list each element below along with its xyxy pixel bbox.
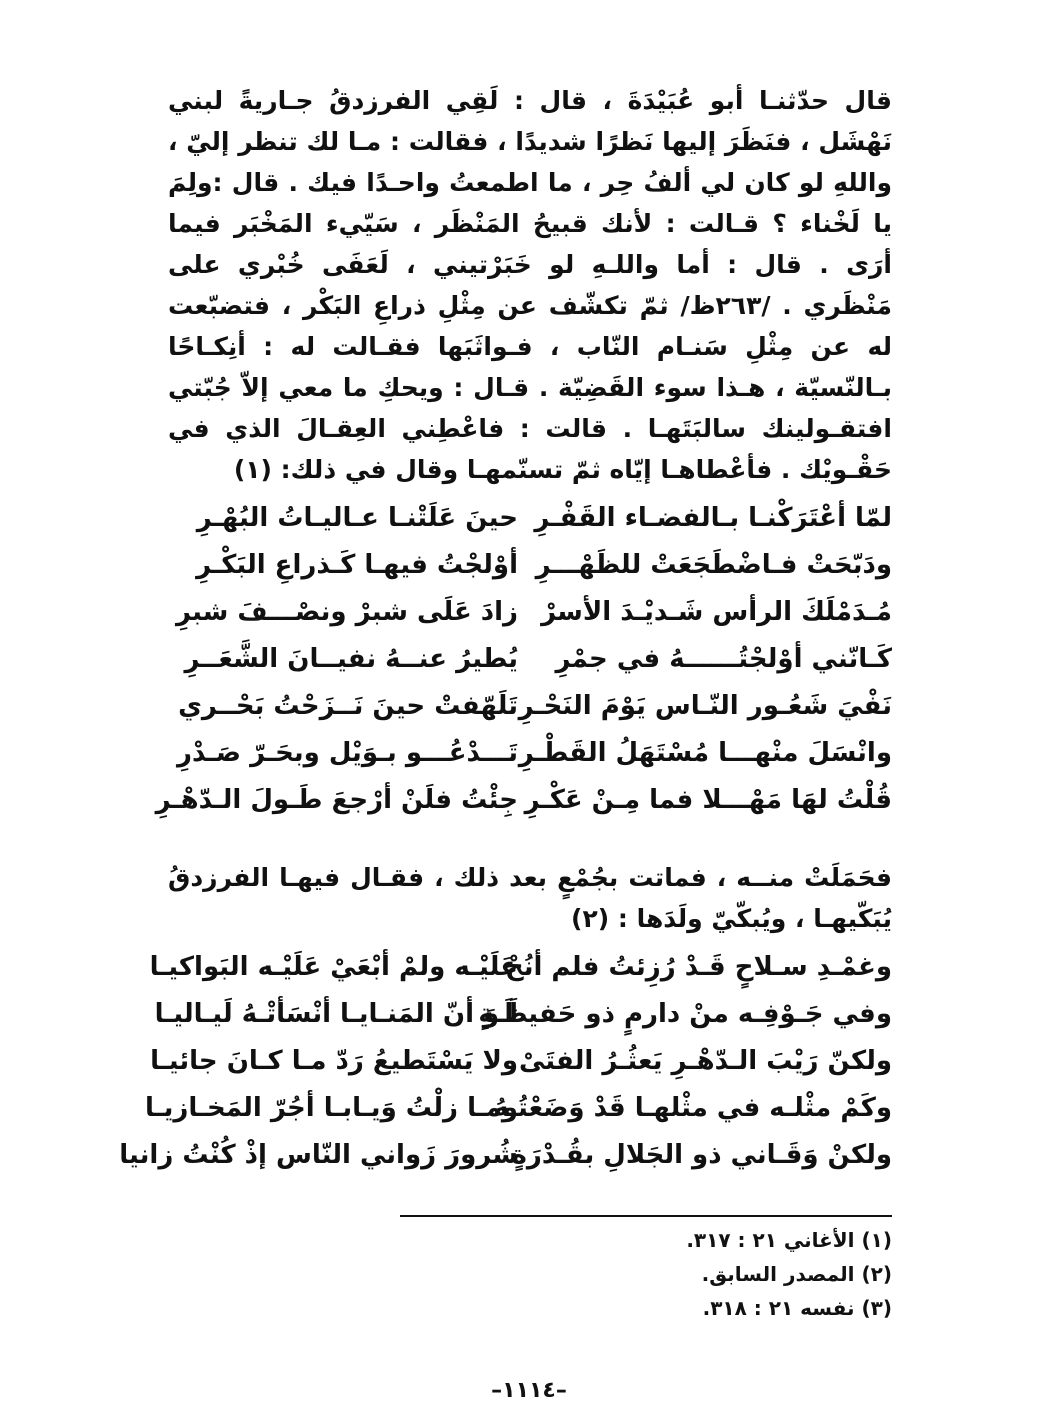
verse-line <box>168 494 892 541</box>
poem-rajaz <box>155 494 892 823</box>
verse-first-hemistich: نَفْيَ شَعُـور النّـاس يَوْمَ النَحْـرِ <box>518 690 892 721</box>
narrative-paragraph <box>168 80 892 490</box>
verse-second-hemistich: زادَ عَلَى شبرْ ونصْـــفَ شبرِ <box>176 596 518 627</box>
verse-line <box>150 1037 892 1084</box>
verse-first-hemistich: وانْسَلَ منْهـــا مُسْتَهَلُ القَطْـرِ <box>518 737 892 768</box>
verse-second-hemistich: حينَ عَلَتْنـا عـاليـاتُ البُهْـرِ <box>196 502 518 533</box>
verse-line <box>149 943 892 990</box>
verse-line <box>154 990 892 1037</box>
verse-line <box>144 1084 892 1131</box>
verse-second-hemistich: ولا يَسْتَطيعُ رَدّ مـا كـانَ جائيـا <box>150 1045 518 1076</box>
page-number: –١١١٤– <box>491 1378 567 1403</box>
footnote: (١) الأغاني ٢١ : ٣١٧. <box>686 1228 892 1252</box>
footnote: (٣) نفسه ٢١ : ٣١٨. <box>702 1296 892 1320</box>
verse-first-hemistich: ولكنْ وَقَـاني ذو الجَلالِ بقُـدْرَةٍ <box>511 1139 892 1170</box>
verse-second-hemistich: يُطيرُ عنــهُ نفيــانَ الشَّعَــرِ <box>184 643 518 674</box>
verse-line <box>168 588 892 635</box>
verse-second-hemistich: أوْلجْتُ فيهـا كَـذراعِ البَكْـرِ <box>196 549 518 580</box>
page-body <box>119 80 892 1178</box>
narrative-paragraph-2 <box>168 857 892 939</box>
verse-line <box>155 776 892 823</box>
verse-second-hemistich: عَلَيْـه ولمْ أبْعَيْ عَلَيْـه البَواكيـا <box>149 951 518 982</box>
narrative-text: قال حدّثنـا أبو عُبَيْدَةَ ، قال : لَقِي الفرزدقُ جـاريةً لبني نَهْشَل ، فنَظَرَ إليها نَظرًا شديدًا ، فقالت : مـا لك تنظر إليّ ، واللهِ لو كان لي ألفُ حِر ، ما اطمعتُ واحـدًا فيك . قال :ولِمَ يا لَخْناء ؟ قـالت : لأنك قبيحُ المَنْظَر ، سَيّيء المَخْبَر فيما أرَى . قال : أما واللـهِ لو خَبَرْتيني ، لَعَفَى خُبْري على مَنْظَري . /٢٦٣ظ/ ثمّ تكشّف عن مِثْلِ ذراعِ البَكْر ، فتضبّعت له عن مِثْلِ سَنـام النّاب ، فـواثَبَها فقـالت له : أنِكـاحًا بـالنّسيّة ، هـذا سوء القَضِيّة . قـال : ويحكِ ما معي إلاّ جُبّتي افتقـولينك سالبَتَهـا . قالت : فاعْطِني العِقـالَ الذي في حَقْـويْك . فأعْطاهـا إيّاه ثمّ تسنّمهـا وقال في ذلك: (١) <box>168 86 892 484</box>
verse-first-hemistich: قُلْتُ لهَا مَهْـــلا فما مِـنْ عَكْـرِ <box>524 784 892 815</box>
verse-first-hemistich: وغمْـدِ سـلاحٍ قَـدْ رُزِئتُ فلم أنُحْ <box>504 951 892 982</box>
verse-second-hemistich: شُرورَ زَواني النّاس إذْ كُنْتُ زانيا <box>119 1139 518 1170</box>
verse-first-hemistich: وفي جَـوْفِـه منْ دارمٍ ذو حَفيظَـةٍ <box>478 998 892 1029</box>
verse-line <box>119 1131 892 1178</box>
verse-first-hemistich: لمّا أعْتَرَكْنـا بـالفضـاء القَفْـرِ <box>534 502 892 533</box>
poem-elegy <box>119 943 892 1178</box>
verse-second-hemistich: تَـــدْعُـــو بـوَيْل وبحَـرّ صَـدْرِ <box>177 737 518 768</box>
verse-first-hemistich: ولكنّ رَيْبَ الـدّهْـرِ يَعثُـرُ الفتَىْ <box>519 1045 892 1076</box>
verse-line <box>168 541 892 588</box>
verse-second-hemistich: ومـا زلْتُ وَيـابـا أجُرّ المَخـازيـا <box>144 1092 518 1123</box>
verse-second-hemistich: تَلَهّفتْ حينَ نَــزَحْتُ بَحْــري <box>178 690 518 721</box>
verse-first-hemistich: ودَبّحَتْ فـاضْطَجَعَتْ للظَهْـــرِ <box>535 549 892 580</box>
verse-line <box>168 729 892 776</box>
verse-second-hemistich: جِئْتُ فلَنْ أرْجعَ طَـولَ الـدّهْـرِ <box>155 784 518 815</box>
verse-line <box>168 682 892 729</box>
narrative-text: فحَمَلَتْ منــه ، فماتت بجُمْعٍ بعد ذلك ، فقـال فيهـا الفرزدقُ يُبَكّيهـا ، ويُبكّيّ ولَدَها : (٢) <box>168 863 892 933</box>
verse-first-hemistich: وكَمْ مثْلـه في مثْلهـا قَدْ وَضَعْتُـهُ <box>493 1092 892 1123</box>
footnote-divider <box>400 1215 892 1217</box>
verse-first-hemistich: كَـانّني أوْلجْتُــــــهُ في جمْرِ <box>555 643 892 674</box>
verse-first-hemistich: مُـدَمْلَكَ الرأس شَـديْـدَ الأسرْ <box>541 596 892 627</box>
footnotes <box>400 1215 892 1325</box>
verse-second-hemistich: لَـوَ أنّ المَنـايـا أنْسَأتْـهُ لَيـاليـا <box>154 998 518 1029</box>
verse-line <box>168 635 892 682</box>
footnote: (٢) المصدر السابق. <box>701 1262 892 1286</box>
